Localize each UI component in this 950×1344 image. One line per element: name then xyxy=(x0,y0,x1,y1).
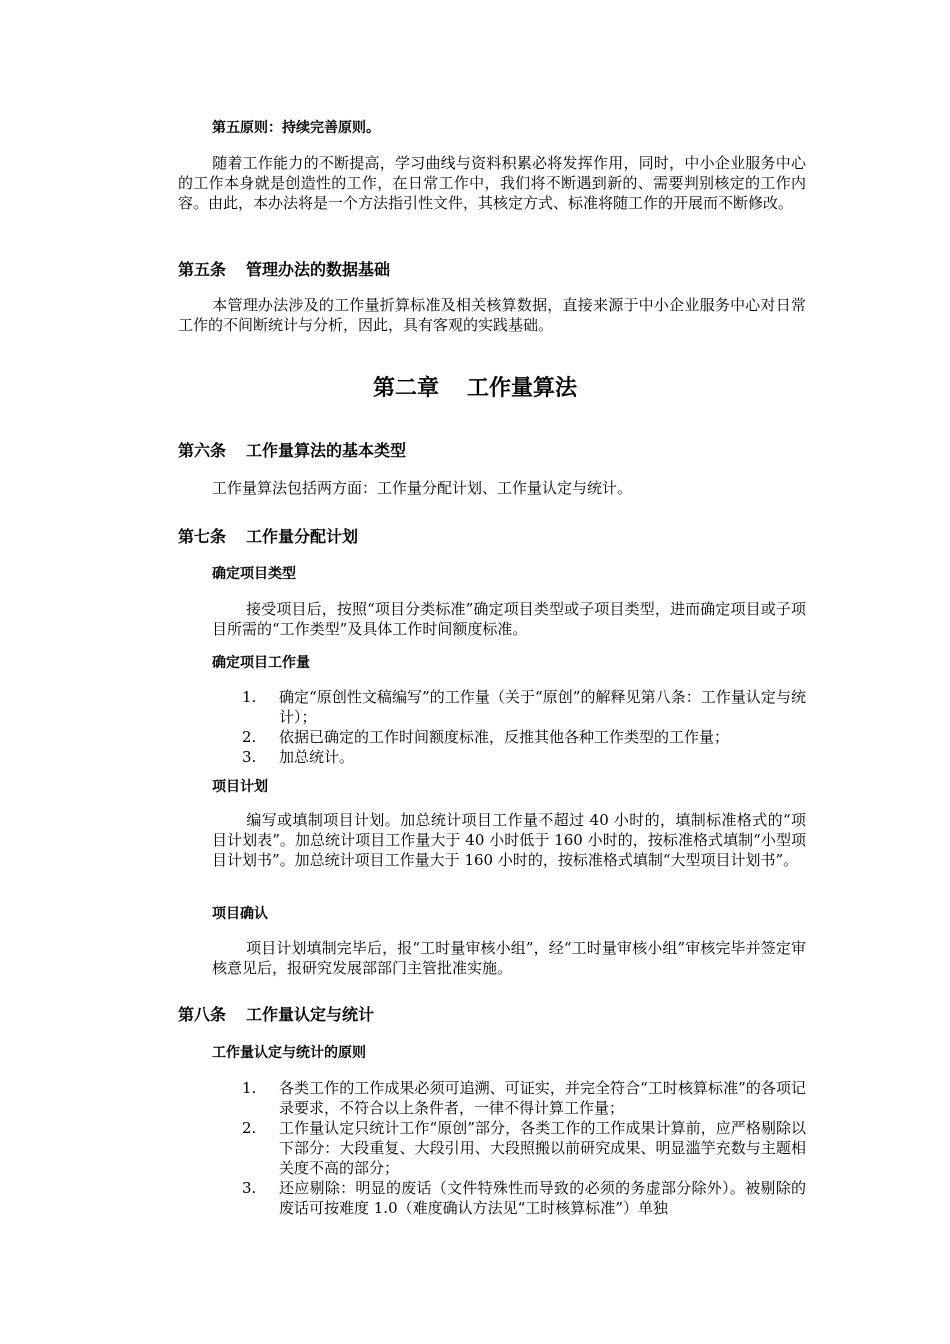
chapter-number: 第二章 xyxy=(372,376,439,401)
article-5-text: 本管理办法涉及的工作量折算标准及相关核算数据，直接来源于中小企业服务中心对日常工作的不间断统计与分析，因此，具有客观的实践基础。 xyxy=(178,296,806,334)
article-title: 管理办法的数据基础 xyxy=(246,260,391,279)
subsection-text: 接受项目后，按照“项目分类标准”确定项目类型或子项目类型，进而确定项目或子项目所需的“工作类型”及具体工作时间额度标准。 xyxy=(212,600,806,638)
subsection-paragraph xyxy=(212,599,806,639)
subsection-text: 编写或填制项目计划。加总统计项目工作量不超过 40 小时的，填制标准格式的“项目计划表”。加总统计项目工作量大于 40 小时低于 160 小时的，按标准格式填制“小型项目计划书”。加总统计项目工作量大于 160 小时的，按标准格式填制“大型项目计划书”。 xyxy=(212,811,806,869)
subsection-heading: 工作量认定与统计的原则 xyxy=(212,1045,366,1061)
numbered-list xyxy=(242,1078,806,1218)
principle-paragraph xyxy=(178,153,806,213)
article-5-heading xyxy=(178,257,390,280)
subsection-heading: 项目计划 xyxy=(212,779,268,795)
article-title: 工作量算法的基本类型 xyxy=(246,441,407,460)
list-item: 1. 各类工作的工作成果必须可追溯、可证实，并完全符合“工时核算标准”的各项记录要求，不符合以上条件者，一律不得计算工作量； xyxy=(242,1079,806,1117)
subsection-heading: 项目确认 xyxy=(212,906,268,922)
principle-heading: 第五原则：持续完善原则。 xyxy=(212,120,380,136)
principle-text: 随着工作能力的不断提高，学习曲线与资料积累必将发挥作用，同时，中小企业服务中心的工作本身就是创造性的工作，在日常工作中，我们将不断遇到新的、需要判别核定的工作内容。由此，本办法将是一个方法指引性文件，其核定方式、标准将随工作的开展而不断修改。 xyxy=(178,154,806,212)
article-number: 第五条 xyxy=(178,260,227,279)
subsection-paragraph xyxy=(212,810,806,870)
article-5-paragraph xyxy=(178,295,806,335)
list-item: 1. 确定“原创性文稿编写”的工作量（关于“原创”的解释见第八条：工作量认定与统计）； xyxy=(242,688,806,726)
list-item: 2. 工作量认定只统计工作“原创”部分，各类工作的工作成果计算前，应严格剔除以下部分：大段重复、大段引用、大段照搬以前研究成果、明显滥竽充数与主题相关度不高的部分； xyxy=(242,1119,806,1177)
article-6-heading xyxy=(178,438,406,461)
list-item: 2. 依据已确定的工作时间额度标准，反推其他各种工作类型的工作量； xyxy=(242,728,730,746)
subsection-heading: 确定项目工作量 xyxy=(212,655,310,671)
article-title: 工作量分配计划 xyxy=(246,527,359,546)
article-7-heading xyxy=(178,524,358,547)
subsection-heading: 确定项目类型 xyxy=(212,566,296,582)
article-number: 第六条 xyxy=(178,441,227,460)
subsection-paragraph xyxy=(212,938,806,978)
article-6-text: 工作量算法包括两方面：工作量分配计划、工作量认定与统计。 xyxy=(212,479,633,497)
article-number: 第七条 xyxy=(178,527,227,546)
chapter-title: 工作量算法 xyxy=(467,376,578,401)
list-item: 3. 还应剔除：明显的废话（文件特殊性而导致的必须的务虚部分除外）。被剔除的废话可按难度 1.0（难度确认方法见“工时核算标准”）单独 xyxy=(242,1179,806,1217)
chapter-heading xyxy=(0,371,950,402)
numbered-list xyxy=(242,687,806,767)
article-number: 第八条 xyxy=(178,1005,227,1024)
subsection-text: 项目计划填制完毕后，报“工时量审核小组”，经“工时量审核小组”审核完毕并签定审核意见后，报研究发展部部门主管批准实施。 xyxy=(212,939,806,977)
article-8-heading xyxy=(178,1002,374,1025)
article-6-paragraph xyxy=(178,478,806,498)
article-title: 工作量认定与统计 xyxy=(246,1005,375,1024)
list-item: 3. 加总统计。 xyxy=(242,748,355,766)
